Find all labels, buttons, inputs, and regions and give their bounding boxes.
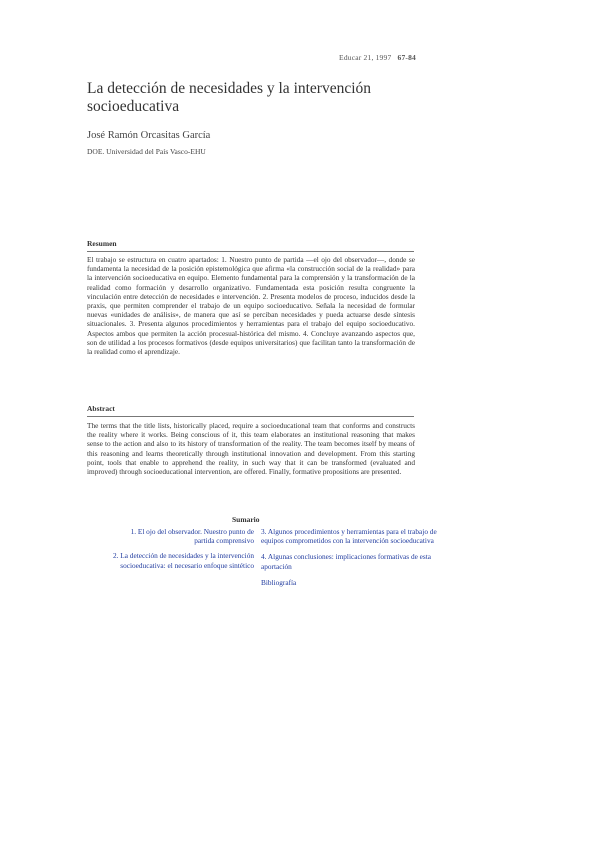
toc-link-section-4[interactable]: 4. Algunas conclusiones: implicaciones formativas de esta aportación [261, 552, 432, 571]
page-range: 67-84 [397, 53, 416, 62]
sumario-left-column [110, 527, 254, 576]
toc-link-section-1[interactable]: 1. El ojo del observador. Nuestro punto de partida comprensivo [130, 527, 254, 546]
article-title: La detección de necesidades y la intervención socioeducativa [87, 80, 372, 115]
toc-link-bibliografia[interactable]: Bibliografía [261, 577, 297, 587]
abstract-text: The terms that the title lists, historically placed, require a socioeducational team that conforms and constructs the reality where it works. Being conscious of it, this team elaborates an institutional reasoning that makes sense to the action and also to its history of transformation of the reality. The team becomes itself by means of this reasoning and learns theoretically through institutional innovation and development. From this starting point, tools that enable to apprehend the reality, in such way that it can be transformed (evaluated and improved) through socioeducational intervention, are offered. Finally, formative propositions are presented. [87, 421, 415, 477]
toc-link-section-2[interactable]: 2. La detección de necesidades y la intervención socioeducativa: el necesario enfoque sintético [112, 551, 254, 570]
journal-reference: Educar 21, 1997 [339, 53, 392, 62]
sumario-right-column [261, 527, 451, 594]
running-header [339, 53, 416, 62]
resumen-heading: Resumen [87, 239, 414, 252]
author-name: José Ramón Orcasitas García [87, 130, 211, 141]
sumario-heading: Sumario [232, 515, 260, 524]
resumen-text: El trabajo se estructura en cuatro apartados: 1. Nuestro punto de partida —el ojo del observador—, donde se fundamenta la necesidad de la posición epistemológica que afirma «la construcción social de la realidad» para la intervención socioeducativa en equipo. Elemento fundamental para la comprensión y la transformación de la realidad como formación y desarrollo organizativo. Fundamentada esta posición resulta congruente la vinculación entre detección de necesidades e intervención. 2. Presenta modelos de proceso, inducidos desde la praxis, que permiten comprender el trabajo de un equipo socioeducativo. Señala la necesidad de formular nuevas «unidades de análisis», de manera que así se perciban necesidades y pueda actuarse desde síntesis situacionales. 3. Presenta algunos procedimientos y herramientas para el trabajo del equipo socioeducativo. Aspectos ambos que permiten la acción procesual-histórica del mismo. 4. Concluye avanzando aspectos que, son de utilidad a los procesos formativos (desde equipos universitarios) que facilitan tanto la transformación de la realidad como el aprendizaje. [87, 255, 415, 357]
abstract-heading: Abstract [87, 404, 414, 417]
toc-link-section-3[interactable]: 3. Algunos procedimientos y herramientas para el trabajo de equipos comprometidos con la intervención socioeducativa [261, 527, 437, 546]
author-affiliation: DOE. Universidad del País Vasco-EHU [87, 147, 206, 156]
